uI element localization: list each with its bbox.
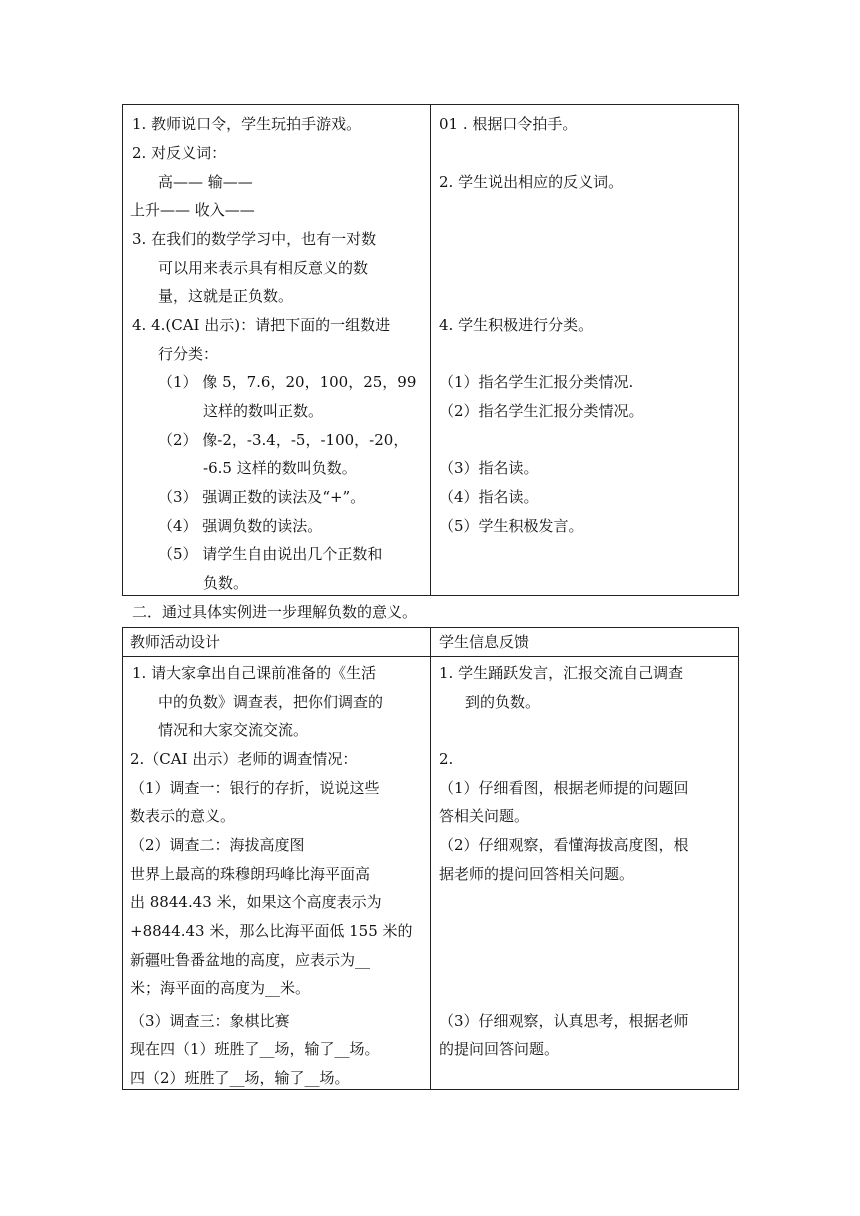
t2-left-line: 四（2）班胜了__场，输了__场。 [130,1069,350,1087]
t1-left-line: （5） 请学生自由说出几个正数和 [158,545,383,563]
t1-left-line: 量，这就是正负数。 [158,287,294,305]
t1-left-line: 高—— 输—— [158,173,253,191]
t2-left-line: 2.（CAI 出示）老师的调查情况： [130,750,358,768]
column-divider [430,628,431,1089]
t1-left-line: 行分类： [158,345,219,363]
t1-left-line: 1. 教师说口令，学生玩拍手游戏。 [132,115,362,133]
t1-right-line: （4）指名读。 [439,488,539,506]
column-divider [430,105,431,595]
t1-left-line: 负数。 [203,574,249,592]
t2-right-line: 答相关问题。 [439,807,530,825]
t1-left-line: （3） 强调正数的读法及“+”。 [158,488,366,506]
t1-left-line: 4. 4.(CAI 出示)：请把下面的一组数进 [132,316,391,334]
t2-header-teacher: 教师活动设计 [130,633,221,651]
t2-left-line: 米；海平面的高度为__米。 [130,979,311,997]
t1-right-line: （3）指名读。 [439,459,539,477]
t1-left-line: 可以用来表示具有相反意义的数 [158,259,369,277]
header-divider [123,656,738,657]
t2-right-line: 的提问回答问题。 [439,1040,560,1058]
t2-left-line: （2）调查二：海拔高度图 [130,836,305,854]
t1-left-line: （1） 像 5，7.6，20，100，25，99 [158,373,417,391]
t1-right-line: （5）学生积极发言。 [439,517,584,535]
t1-left-line: 2. 对反义词： [132,144,227,162]
t2-left-line: 情况和大家交流交流。 [158,721,309,739]
t2-left-line: +8844.43 米，那么比海平面低 155 米的 [130,922,413,940]
t1-left-line: -6.5 这样的数叫负数。 [203,459,357,477]
t2-left-line: 新疆吐鲁番盆地的高度，应表示为__ [130,951,371,969]
section-heading: 二．通过具体实例进一步理解负数的意义。 [132,603,418,621]
t2-right-line: 2. [439,750,454,768]
t1-right-line: 2. 学生说出相应的反义词。 [439,173,624,191]
t1-left-line: （2） 像-2，-3.4，-5，-100，-20， [158,431,409,449]
t2-left-line: 现在四（1）班胜了__场，输了__场。 [130,1040,380,1058]
t1-right-line: （2）指名学生汇报分类情况。 [439,402,644,420]
t2-right-line: 到的负数。 [465,693,541,711]
t1-right-line: 01 . 根据口令拍手。 [439,115,578,133]
t2-left-line: （1）调查一：银行的存折，说说这些 [130,779,380,797]
t1-left-line: 3. 在我们的数学学习中，也有一对数 [132,230,377,248]
t1-left-line: 这样的数叫正数。 [203,402,324,420]
t1-left-line: （4） 强调负数的读法。 [158,517,323,535]
t1-right-line: 4. 学生积极进行分类。 [439,316,594,334]
t2-right-line: （3）仔细观察，认真思考，根据老师 [439,1012,689,1030]
t2-right-line: 1. 学生踊跃发言，汇报交流自己调查 [439,664,684,682]
t2-right-line: 据老师的提问回答相关问题。 [439,865,635,883]
t2-left-line: 世界上最高的珠穆朗玛峰比海平面高 [130,865,371,883]
t2-left-line: 出 8844.43 米，如果这个高度表示为 [130,893,382,911]
t2-header-student: 学生信息反馈 [439,633,530,651]
t2-left-line: 中的负数》调查表，把你们调查的 [158,693,384,711]
t2-left-line: （3）调查三：象棋比赛 [130,1012,290,1030]
t1-left-line: 上升—— 收入—— [130,201,255,219]
t1-right-line: （1）指名学生汇报分类情况. [439,373,634,391]
t2-left-line: 数表示的意义。 [130,807,236,825]
t2-left-line: 1. 请大家拿出自己课前准备的《生活 [132,664,377,682]
t2-right-line: （2）仔细观察，看懂海拔高度图，根 [439,836,689,854]
t2-right-line: （1）仔细看图，根据老师提的问题回 [439,779,689,797]
